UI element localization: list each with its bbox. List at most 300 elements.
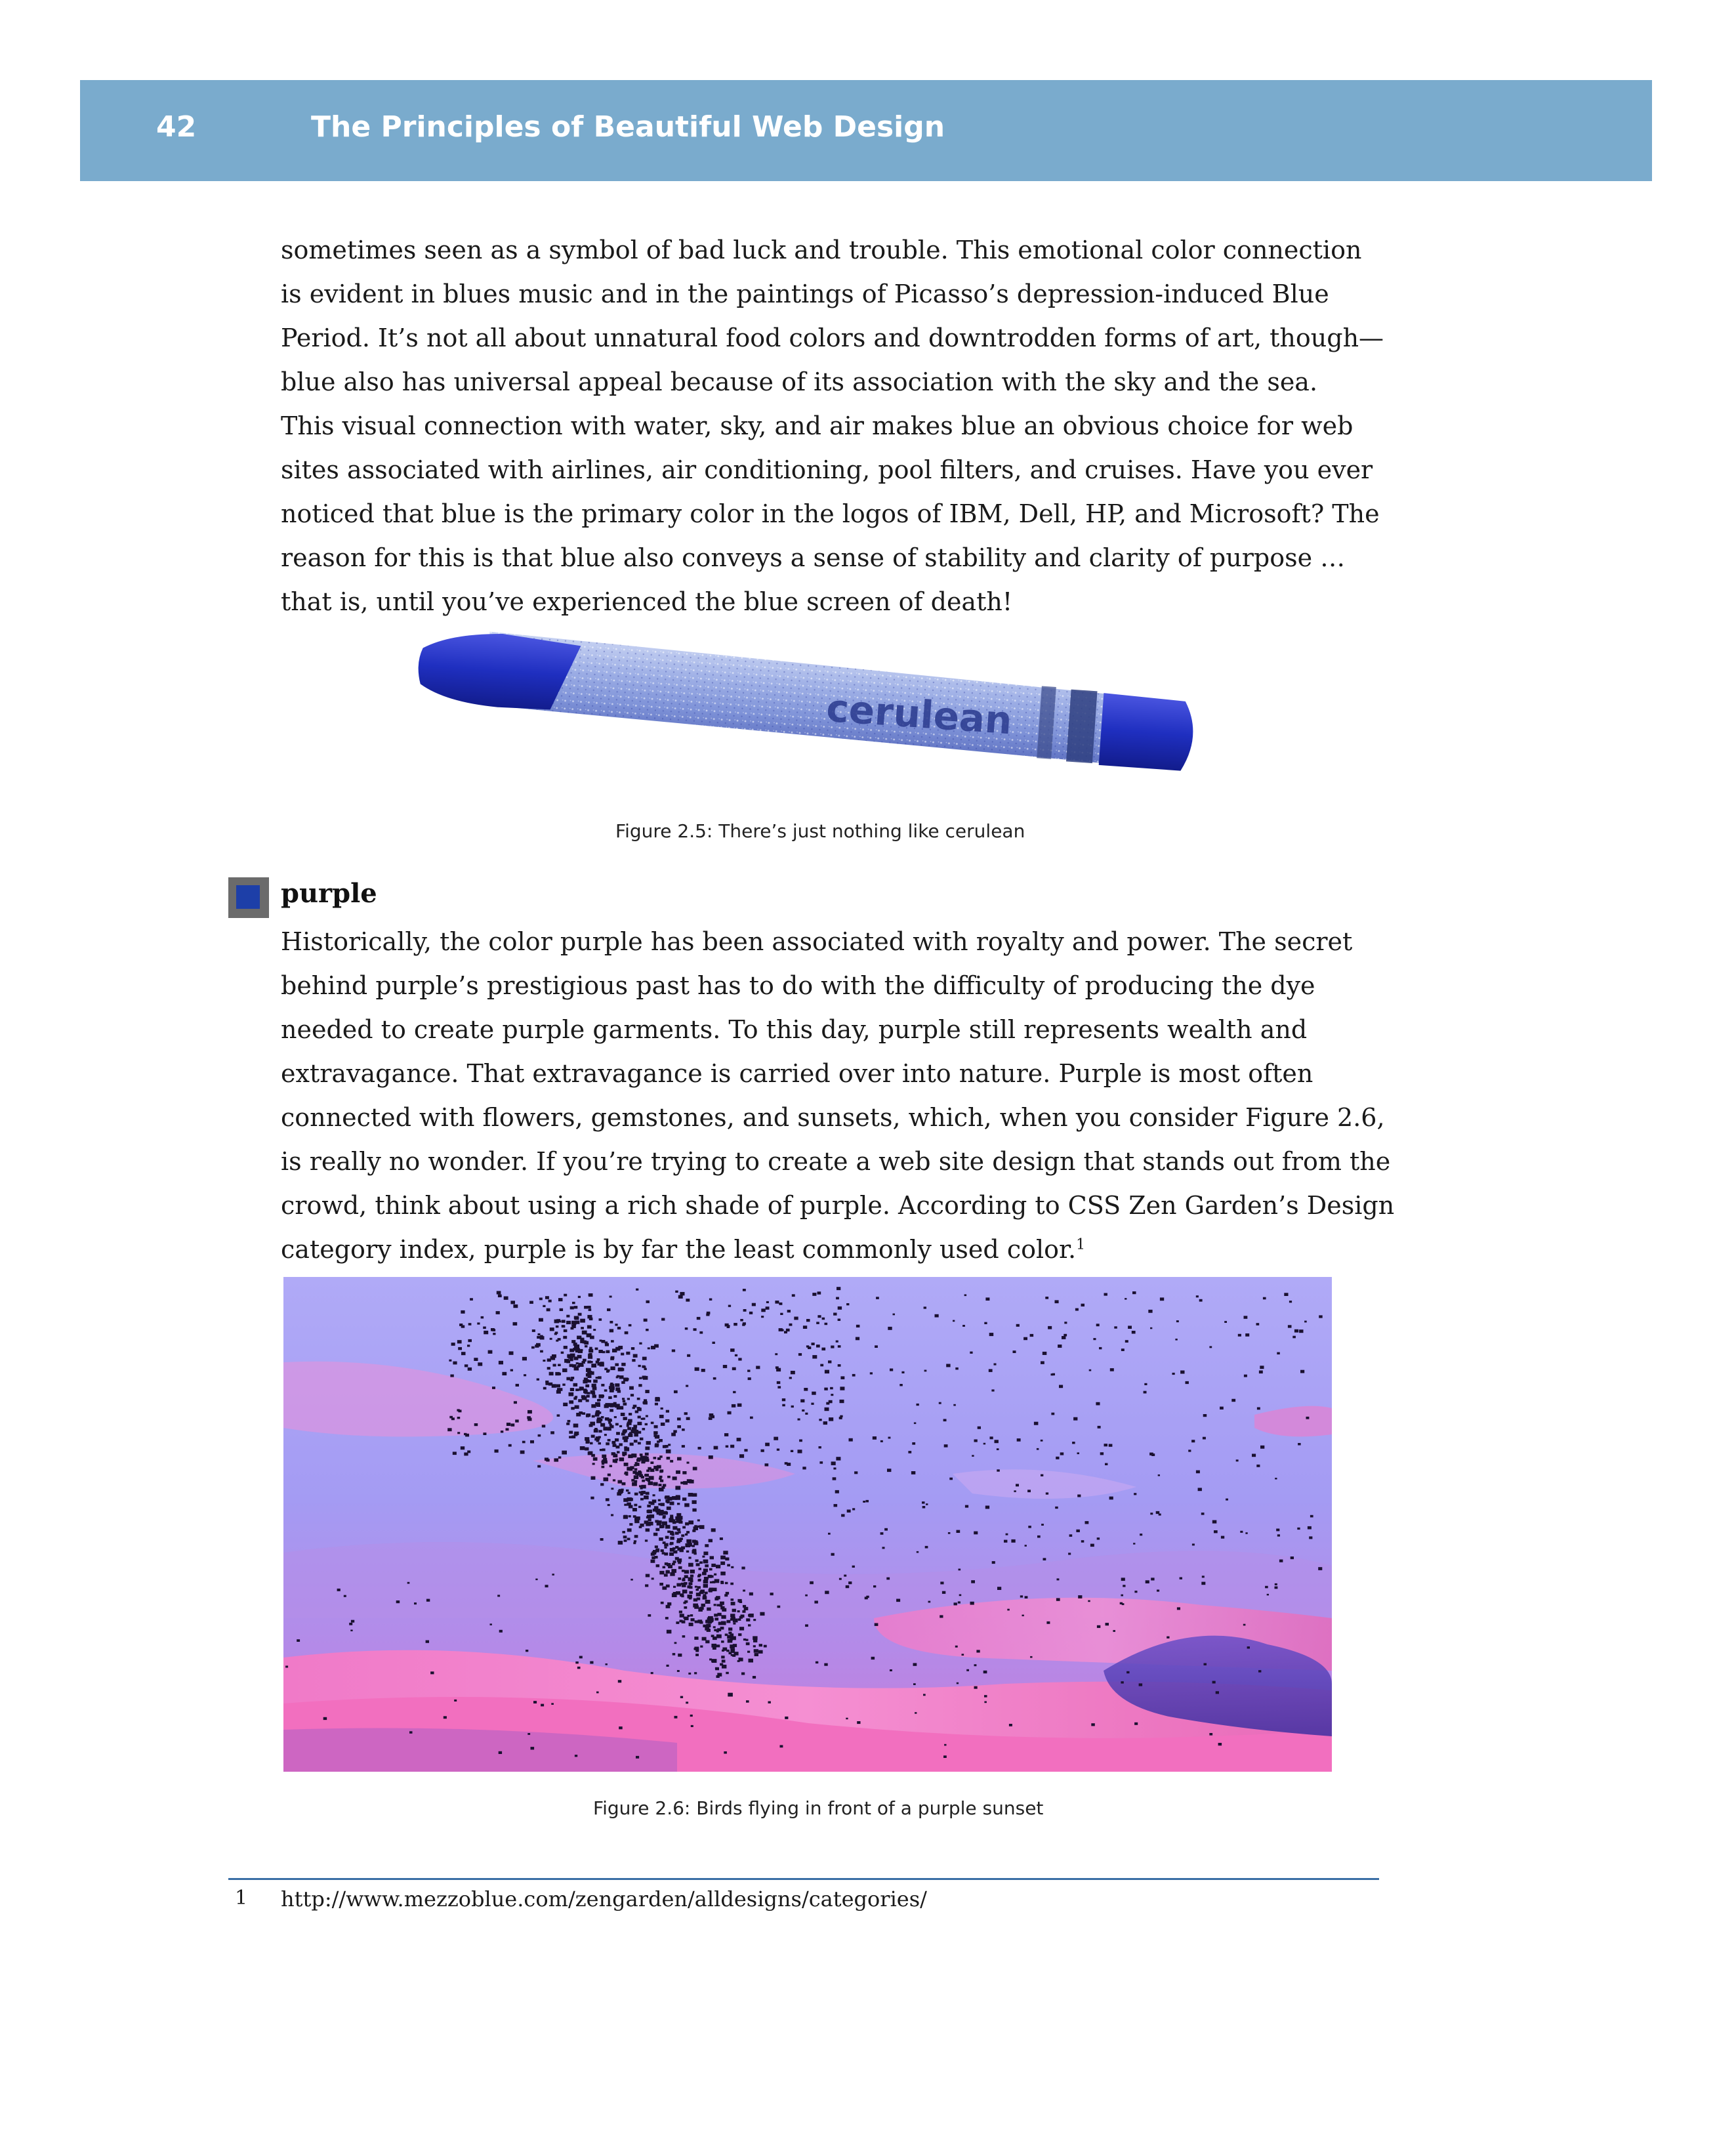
- bird-mark: [1007, 1609, 1010, 1611]
- bird-mark: [697, 1586, 701, 1589]
- bird-mark: [665, 1419, 669, 1423]
- bird-mark: [828, 1360, 831, 1363]
- bird-mark: [756, 1366, 760, 1369]
- bird-mark: [896, 1599, 900, 1602]
- bird-mark: [688, 1543, 692, 1547]
- bird-mark: [777, 1381, 781, 1384]
- bird-mark: [798, 1419, 800, 1421]
- bird-mark: [630, 1394, 634, 1396]
- bird-mark: [511, 1423, 515, 1426]
- bird-mark: [749, 1312, 753, 1314]
- bird-mark: [687, 1354, 690, 1357]
- bird-mark: [673, 1586, 676, 1588]
- bird-mark: [689, 1597, 692, 1599]
- bird-mark: [1288, 1325, 1292, 1327]
- bird-mark: [714, 1579, 720, 1583]
- bird-mark: [668, 1565, 672, 1568]
- bird-mark: [831, 1346, 834, 1348]
- bird-mark: [995, 1440, 999, 1443]
- bird-mark: [612, 1348, 617, 1352]
- bird-mark: [535, 1579, 537, 1581]
- bird-mark: [580, 1319, 585, 1323]
- bird-mark: [672, 1563, 675, 1566]
- bird-mark: [530, 1440, 534, 1444]
- bird-mark: [539, 1318, 543, 1322]
- bird-mark: [605, 1417, 609, 1420]
- bird-mark: [715, 1667, 719, 1671]
- bird-mark: [1263, 1297, 1266, 1300]
- bird-mark: [774, 1437, 778, 1440]
- bird-mark: [599, 1318, 602, 1321]
- bird-mark: [653, 1533, 657, 1536]
- bird-mark: [575, 1406, 579, 1409]
- bird-mark: [662, 1522, 667, 1526]
- bird-mark: [1028, 1526, 1031, 1528]
- bird-mark: [514, 1401, 517, 1404]
- bird-mark: [645, 1474, 649, 1477]
- bird-mark: [606, 1498, 610, 1501]
- bird-mark: [785, 1717, 788, 1719]
- bird-mark: [748, 1624, 751, 1626]
- bird-mark: [978, 1427, 981, 1429]
- bird-mark: [595, 1348, 598, 1350]
- bird-mark: [608, 1396, 612, 1399]
- bird-mark: [638, 1365, 641, 1367]
- bird-mark: [760, 1612, 764, 1616]
- bird-mark: [681, 1583, 684, 1585]
- bird-mark: [599, 1419, 602, 1421]
- bird-mark: [499, 1361, 503, 1365]
- bird-mark: [962, 1654, 964, 1656]
- bird-mark: [1009, 1724, 1012, 1726]
- bird-mark: [775, 1353, 777, 1355]
- footnote-reference[interactable]: 1: [1076, 1236, 1086, 1253]
- bird-mark: [1203, 1414, 1207, 1417]
- bird-mark: [675, 1496, 680, 1500]
- bird-mark: [731, 1566, 734, 1568]
- bird-mark: [722, 1660, 726, 1662]
- bird-mark: [629, 1324, 632, 1327]
- bird-mark: [615, 1438, 619, 1442]
- bird-mark: [634, 1433, 638, 1436]
- bird-mark: [653, 1494, 655, 1496]
- bird-mark: [940, 1581, 943, 1584]
- bird-mark: [699, 1561, 703, 1564]
- bird-mark: [716, 1604, 720, 1606]
- bird-mark: [1297, 1528, 1300, 1530]
- bird-mark: [825, 1591, 829, 1594]
- bird-mark: [690, 1575, 693, 1577]
- bird-mark: [1056, 1457, 1059, 1459]
- bird-mark: [940, 1615, 943, 1618]
- bird-mark: [810, 1581, 814, 1584]
- bird-mark: [611, 1514, 613, 1516]
- bird-mark: [575, 1396, 577, 1398]
- bird-mark: [846, 1718, 848, 1720]
- bird-mark: [621, 1353, 624, 1356]
- bird-mark: [753, 1645, 756, 1647]
- bird-mark: [580, 1446, 585, 1450]
- bird-mark: [641, 1485, 646, 1489]
- bird-mark: [1037, 1448, 1039, 1450]
- bird-mark: [1294, 1329, 1298, 1333]
- bird-mark: [615, 1364, 619, 1366]
- bird-mark: [1064, 1334, 1067, 1337]
- bird-mark: [805, 1595, 808, 1597]
- bird-mark: [580, 1349, 583, 1351]
- bird-mark: [699, 1331, 703, 1334]
- bird-mark: [547, 1367, 550, 1369]
- bird-mark: [622, 1531, 625, 1534]
- bird-mark: [838, 1319, 841, 1322]
- bird-mark: [573, 1343, 577, 1346]
- bird-mark: [598, 1442, 602, 1444]
- bird-mark: [684, 1570, 689, 1574]
- bird-mark: [483, 1327, 486, 1329]
- bird-mark: [742, 1324, 745, 1326]
- bird-mark: [777, 1386, 781, 1389]
- bird-mark: [571, 1340, 575, 1343]
- bird-mark: [1091, 1723, 1095, 1726]
- bird-mark: [648, 1347, 650, 1349]
- bird-mark: [1150, 1513, 1153, 1514]
- bird-mark: [630, 1429, 635, 1433]
- bird-mark: [703, 1625, 707, 1627]
- bird-mark: [692, 1493, 697, 1497]
- purple-paragraph: [281, 920, 1409, 1272]
- bird-mark: [604, 1404, 609, 1408]
- bird-mark: [513, 1322, 518, 1326]
- bird-mark: [1069, 1534, 1073, 1537]
- bird-mark: [983, 1671, 987, 1673]
- bird-mark: [816, 1345, 820, 1347]
- bird-mark: [888, 1437, 891, 1439]
- bird-mark: [697, 1526, 699, 1528]
- bird-mark: [668, 1444, 671, 1446]
- bird-mark: [1072, 1442, 1075, 1444]
- bird-mark: [837, 1287, 840, 1290]
- bird-mark: [615, 1383, 619, 1387]
- bird-mark: [1275, 1478, 1277, 1480]
- bird-mark: [684, 1503, 690, 1507]
- bird-mark: [1231, 1399, 1235, 1402]
- bird-mark: [675, 1546, 678, 1549]
- bird-mark: [686, 1531, 690, 1534]
- bird-mark: [629, 1413, 632, 1415]
- bird-mark: [943, 1755, 947, 1758]
- bird-mark: [589, 1347, 592, 1350]
- bird-mark: [804, 1388, 808, 1391]
- bird-mark: [717, 1613, 721, 1616]
- bird-mark: [634, 1540, 636, 1542]
- bird-mark: [636, 1516, 640, 1520]
- bird-mark: [569, 1431, 573, 1434]
- bird-mark: [725, 1557, 729, 1560]
- bird-mark: [726, 1592, 729, 1595]
- bird-mark: [678, 1562, 681, 1564]
- bird-mark: [550, 1431, 554, 1434]
- bird-mark: [653, 1457, 657, 1459]
- bird-mark: [596, 1377, 598, 1379]
- bird-mark: [703, 1579, 709, 1583]
- bird-mark: [579, 1387, 583, 1389]
- bird-mark: [700, 1646, 703, 1648]
- bird-mark: [746, 1618, 750, 1621]
- bird-mark: [964, 1294, 967, 1296]
- bird-mark: [840, 1387, 844, 1390]
- bird-mark: [1167, 1637, 1169, 1639]
- bird-mark: [633, 1354, 638, 1358]
- bird-mark: [726, 1446, 729, 1448]
- bird-mark: [727, 1564, 730, 1567]
- bird-mark: [501, 1430, 503, 1432]
- bird-mark: [617, 1327, 621, 1329]
- bird-mark: [641, 1418, 644, 1420]
- bird-mark: [483, 1432, 486, 1435]
- bird-mark: [1151, 1453, 1155, 1456]
- bird-mark: [721, 1615, 726, 1619]
- bird-mark: [451, 1417, 455, 1420]
- bird-mark: [644, 1399, 647, 1402]
- bird-mark: [811, 1403, 814, 1405]
- footnote-link[interactable]: http://www.mezzoblue.com/zengarden/alldesigns/categories/: [281, 1887, 927, 1911]
- bird-mark: [924, 1306, 926, 1308]
- bird-mark: [1180, 1577, 1182, 1579]
- bird-mark: [648, 1482, 653, 1486]
- bird-mark: [589, 1293, 592, 1296]
- bird-mark: [623, 1498, 628, 1502]
- bird-mark: [991, 1389, 994, 1391]
- bird-mark: [590, 1497, 594, 1499]
- bird-mark: [602, 1466, 605, 1469]
- bird-mark: [1196, 1471, 1200, 1474]
- bird-mark: [614, 1461, 617, 1463]
- bird-mark: [737, 1610, 740, 1612]
- bird-mark: [1022, 1615, 1024, 1617]
- bird-mark: [738, 1633, 741, 1636]
- bird-mark: [746, 1700, 749, 1703]
- text-line: sites associated with airlines, air conditioning, pool filters, and cruises. Have you ever: [281, 455, 1373, 484]
- bird-mark: [716, 1635, 722, 1639]
- bird-mark: [654, 1345, 659, 1348]
- bird-mark: [1077, 1452, 1080, 1454]
- bird-mark: [675, 1486, 680, 1490]
- bird-mark: [532, 1329, 535, 1332]
- bird-mark: [1188, 1450, 1191, 1451]
- bird-mark: [588, 1380, 591, 1383]
- bird-mark: [667, 1630, 672, 1634]
- bird-mark: [1265, 1586, 1268, 1589]
- bird-mark: [913, 1683, 916, 1685]
- text-line: sometimes seen as a symbol of bad luck and trouble. This emotional color connection: [281, 236, 1362, 264]
- bird-mark: [688, 1577, 692, 1580]
- bird-mark: [1212, 1520, 1217, 1524]
- bird-mark: [997, 1448, 999, 1450]
- bird-mark: [912, 1442, 915, 1445]
- bird-mark: [562, 1325, 565, 1327]
- bird-mark: [560, 1308, 564, 1311]
- bird-mark: [526, 1650, 528, 1652]
- bird-mark: [640, 1453, 643, 1456]
- bird-mark: [461, 1446, 465, 1450]
- bird-mark: [812, 1392, 816, 1395]
- bird-mark: [552, 1574, 554, 1576]
- bird-mark: [1041, 1474, 1043, 1476]
- bird-mark: [497, 1595, 500, 1597]
- bird-mark: [709, 1299, 712, 1301]
- bird-mark: [1078, 1595, 1082, 1598]
- bird-mark: [664, 1543, 669, 1547]
- bird-mark: [573, 1383, 578, 1387]
- bird-mark: [558, 1373, 561, 1375]
- bird-mark: [1126, 1671, 1129, 1673]
- bird-mark: [705, 1600, 711, 1604]
- bird-mark: [1132, 1331, 1136, 1334]
- bird-mark: [829, 1417, 833, 1421]
- bird-mark: [764, 1645, 767, 1648]
- bird-mark: [577, 1667, 581, 1669]
- bird-mark: [839, 1578, 842, 1580]
- bird-mark: [854, 1471, 858, 1474]
- bird-mark: [640, 1524, 644, 1527]
- bird-mark: [753, 1619, 756, 1621]
- bird-mark: [613, 1395, 617, 1398]
- bird-mark: [1243, 1624, 1246, 1626]
- bird-mark: [1306, 1417, 1310, 1419]
- bird-mark: [641, 1476, 644, 1478]
- bird-mark: [570, 1306, 574, 1310]
- bird-mark: [562, 1320, 566, 1323]
- bird-mark: [538, 1434, 541, 1437]
- bird-mark: [1276, 1529, 1279, 1532]
- bird-mark: [962, 1325, 965, 1327]
- bird-mark: [731, 1654, 734, 1656]
- bird-mark: [610, 1296, 612, 1298]
- bird-mark: [648, 1510, 652, 1514]
- bird-mark: [652, 1499, 657, 1503]
- bird-mark: [1055, 1507, 1058, 1509]
- bird-mark: [709, 1589, 713, 1592]
- bird-mark: [638, 1416, 641, 1419]
- bird-mark: [890, 1369, 893, 1371]
- bird-mark: [550, 1338, 552, 1340]
- bird-mark: [566, 1321, 571, 1324]
- bird-mark: [492, 1387, 495, 1389]
- bird-mark: [728, 1632, 732, 1635]
- section-bullet-inner: [236, 885, 260, 909]
- bird-mark: [624, 1448, 629, 1451]
- bird-mark: [638, 1384, 642, 1387]
- bird-mark: [732, 1609, 736, 1612]
- bird-mark: [680, 1292, 684, 1295]
- bird-mark: [510, 1369, 513, 1371]
- bird-mark: [825, 1408, 829, 1411]
- bird-mark: [928, 1601, 931, 1603]
- bird-mark: [675, 1291, 678, 1293]
- bird-mark: [1109, 1444, 1113, 1447]
- bird-mark: [722, 1650, 724, 1652]
- bird-mark: [817, 1291, 821, 1294]
- bird-mark: [768, 1702, 771, 1703]
- bird-mark: [669, 1553, 674, 1556]
- bird-mark: [720, 1537, 723, 1540]
- bird-mark: [615, 1423, 619, 1426]
- bird-mark: [737, 1438, 741, 1441]
- bird-mark: [614, 1416, 617, 1418]
- bird-mark: [741, 1673, 745, 1675]
- bird-mark: [1247, 1646, 1250, 1648]
- bird-mark: [1256, 1323, 1260, 1326]
- bird-mark: [608, 1504, 610, 1506]
- bird-mark: [467, 1450, 470, 1453]
- bird-mark: [611, 1340, 614, 1343]
- bird-mark: [646, 1574, 650, 1577]
- bird-mark: [602, 1448, 606, 1451]
- bird-mark: [749, 1659, 754, 1663]
- bird-mark: [592, 1395, 596, 1398]
- bird-mark: [671, 1534, 674, 1535]
- book-title: The Principles of Beautiful Web Design: [311, 110, 945, 144]
- bird-mark: [677, 1425, 681, 1428]
- bird-mark: [606, 1663, 608, 1665]
- bird-mark: [1105, 1463, 1107, 1465]
- bird-mark: [591, 1364, 596, 1368]
- bird-mark: [802, 1467, 806, 1469]
- bird-mark: [1157, 1590, 1159, 1592]
- bird-mark: [559, 1388, 563, 1391]
- bird-mark: [461, 1352, 466, 1355]
- bird-mark: [957, 1682, 959, 1684]
- bird-mark: [570, 1388, 574, 1391]
- bird-mark: [598, 1430, 602, 1432]
- section-heading-purple: purple: [281, 878, 377, 909]
- bird-mark: [705, 1577, 709, 1579]
- bird-mark: [732, 1616, 734, 1618]
- bird-mark: [955, 1646, 958, 1648]
- bird-mark: [681, 1547, 685, 1550]
- bird-mark: [655, 1403, 658, 1406]
- bird-mark: [648, 1518, 651, 1521]
- bird-mark: [836, 1341, 838, 1343]
- bird-mark: [1202, 1576, 1205, 1577]
- bird-mark: [1093, 1338, 1096, 1340]
- bird-mark: [556, 1340, 558, 1342]
- bird-mark: [579, 1411, 583, 1414]
- bird-mark: [1201, 1513, 1205, 1515]
- bird-mark: [826, 1402, 829, 1405]
- bird-mark: [819, 1446, 821, 1448]
- bird-mark: [677, 1528, 680, 1531]
- bird-mark: [759, 1644, 762, 1646]
- bird-mark: [706, 1624, 711, 1628]
- bird-mark: [623, 1377, 629, 1381]
- bird-mark: [627, 1503, 631, 1506]
- bird-mark: [731, 1598, 734, 1601]
- bird-mark: [545, 1296, 549, 1299]
- bird-mark: [506, 1428, 509, 1430]
- bird-mark: [1244, 1316, 1248, 1319]
- bird-mark: [705, 1544, 709, 1547]
- bird-mark: [531, 1747, 535, 1749]
- bird-mark: [775, 1366, 779, 1369]
- bird-mark: [665, 1497, 667, 1499]
- bird-mark: [527, 1418, 531, 1421]
- bird-mark: [814, 1600, 818, 1603]
- bird-mark: [770, 1593, 774, 1595]
- bird-mark: [696, 1563, 700, 1566]
- bird-mark: [738, 1618, 741, 1621]
- bird-mark: [688, 1582, 692, 1585]
